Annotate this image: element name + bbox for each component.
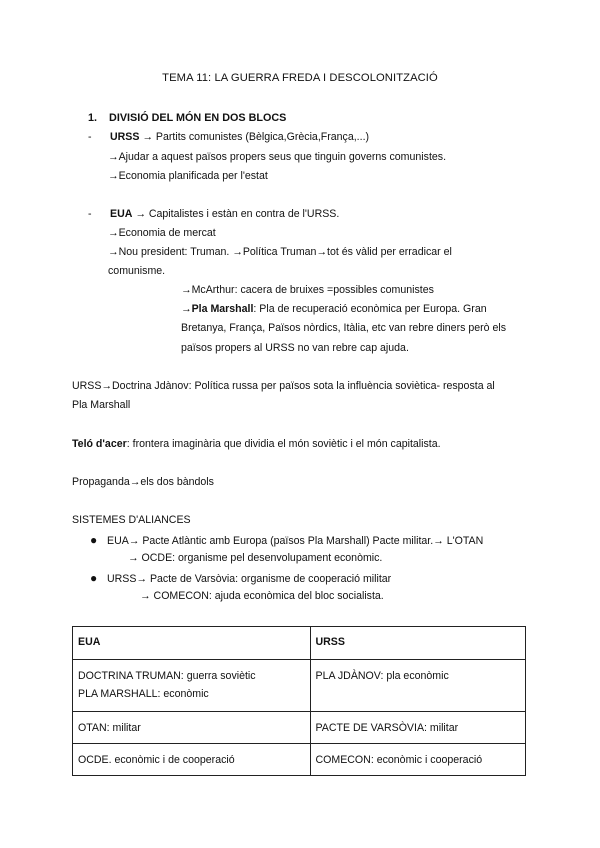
dash-marker: - [88, 208, 92, 220]
urss-line-3: →Economia planificada per l'estat [108, 170, 268, 182]
aliances-item-1 [90, 533, 483, 547]
urss-text: → Partits comunistes (Bèlgica,Grècia,França,...) [139, 131, 370, 143]
table-header-row [73, 627, 526, 660]
aliances-item-2 [90, 571, 391, 585]
comparison-table [72, 626, 526, 776]
marshall-line-1 [181, 303, 487, 315]
telo-text: : frontera imaginària que dividia el món soviètic i el món capitalista. [126, 438, 441, 450]
table-row [73, 712, 526, 744]
jdanov-line-1: URSS→Doctrina Jdànov: Política russa per països sota la influència soviètica- resposta al [72, 380, 495, 392]
bullet-icon: ● [90, 533, 98, 547]
marshall-line-3: països propers al URSS no van rebre cap ajuda. [181, 342, 409, 354]
table-cell: COMECON: econòmic i cooperació [310, 744, 526, 776]
urss-line-2: →Ajudar a aquest països propers seus que tinguin governs comunistes. [108, 151, 447, 163]
eua-line-3: →Nou president: Truman. →Política Truman→tot és vàlid per erradicar el [108, 246, 452, 258]
urss-label: URSS [110, 131, 140, 143]
marshall-line-2: Bretanya, França, Països nòrdics, Itàlia, etc van rebre diners però els [181, 322, 507, 334]
telo-label: Teló d'acer [72, 438, 127, 450]
section-heading [88, 112, 286, 124]
cell-line: DOCTRINA TRUMAN: guerra soviètic [78, 670, 256, 682]
table-cell: PACTE DE VARSÒVIA: militar [310, 712, 526, 744]
aliances-heading: SISTEMES D'ALIANCES [72, 514, 191, 526]
table-row [73, 660, 526, 712]
arrow: → [181, 303, 192, 315]
aliances-item-1-text: EUA→ Pacte Atlàntic amb Europa (països Pla Marshall) Pacte militar.→ L'OTAN [107, 535, 484, 547]
marshall-label: Pla Marshall [191, 303, 254, 315]
mcarthur-line: →McArthur: cacera de bruixes =possibles comunistes [181, 284, 434, 296]
eua-line-1 [88, 208, 339, 220]
marshall-text: : Pla de recuperació econòmica per Europa. Gran [253, 303, 487, 315]
jdanov-line-2: Pla Marshall [72, 399, 131, 411]
eua-line-2: →Economia de mercat [108, 227, 216, 239]
dash-marker: - [88, 131, 92, 143]
eua-line-4: comunisme. [108, 265, 166, 277]
table-cell: OCDE. econòmic i de cooperació [73, 744, 311, 776]
urss-line-1 [88, 131, 369, 143]
propaganda-line: Propaganda→els dos bàndols [72, 476, 214, 488]
page-title: TEMA 11: LA GUERRA FREDA I DESCOLONITZACIÓ [162, 72, 438, 84]
table-cell [73, 660, 311, 712]
table-cell: OTAN: militar [73, 712, 311, 744]
table-row [73, 744, 526, 776]
aliances-item-2-text: URSS→ Pacte de Varsòvia: organisme de cooperació militar [107, 573, 392, 585]
aliances-item-2-sub: → COMECON: ajuda econòmica del bloc socialista. [140, 590, 384, 602]
bullet-icon: ● [90, 571, 98, 585]
section-number: 1. [88, 112, 98, 124]
aliances-item-1-sub: → OCDE: organisme pel desenvolupament econòmic. [128, 552, 383, 564]
telo-line [72, 438, 441, 450]
eua-label: EUA [110, 208, 133, 220]
cell-line: PLA MARSHALL: econòmic [78, 688, 209, 700]
section-title: DIVISIÓ DEL MÓN EN DOS BLOCS [109, 112, 287, 124]
eua-text: → Capitalistes i estàn en contra de l'URSS. [132, 208, 340, 220]
table-header-urss: URSS [310, 627, 526, 660]
table-header-eua: EUA [73, 627, 311, 660]
table-cell: PLA JDÀNOV: pla econòmic [310, 660, 526, 712]
